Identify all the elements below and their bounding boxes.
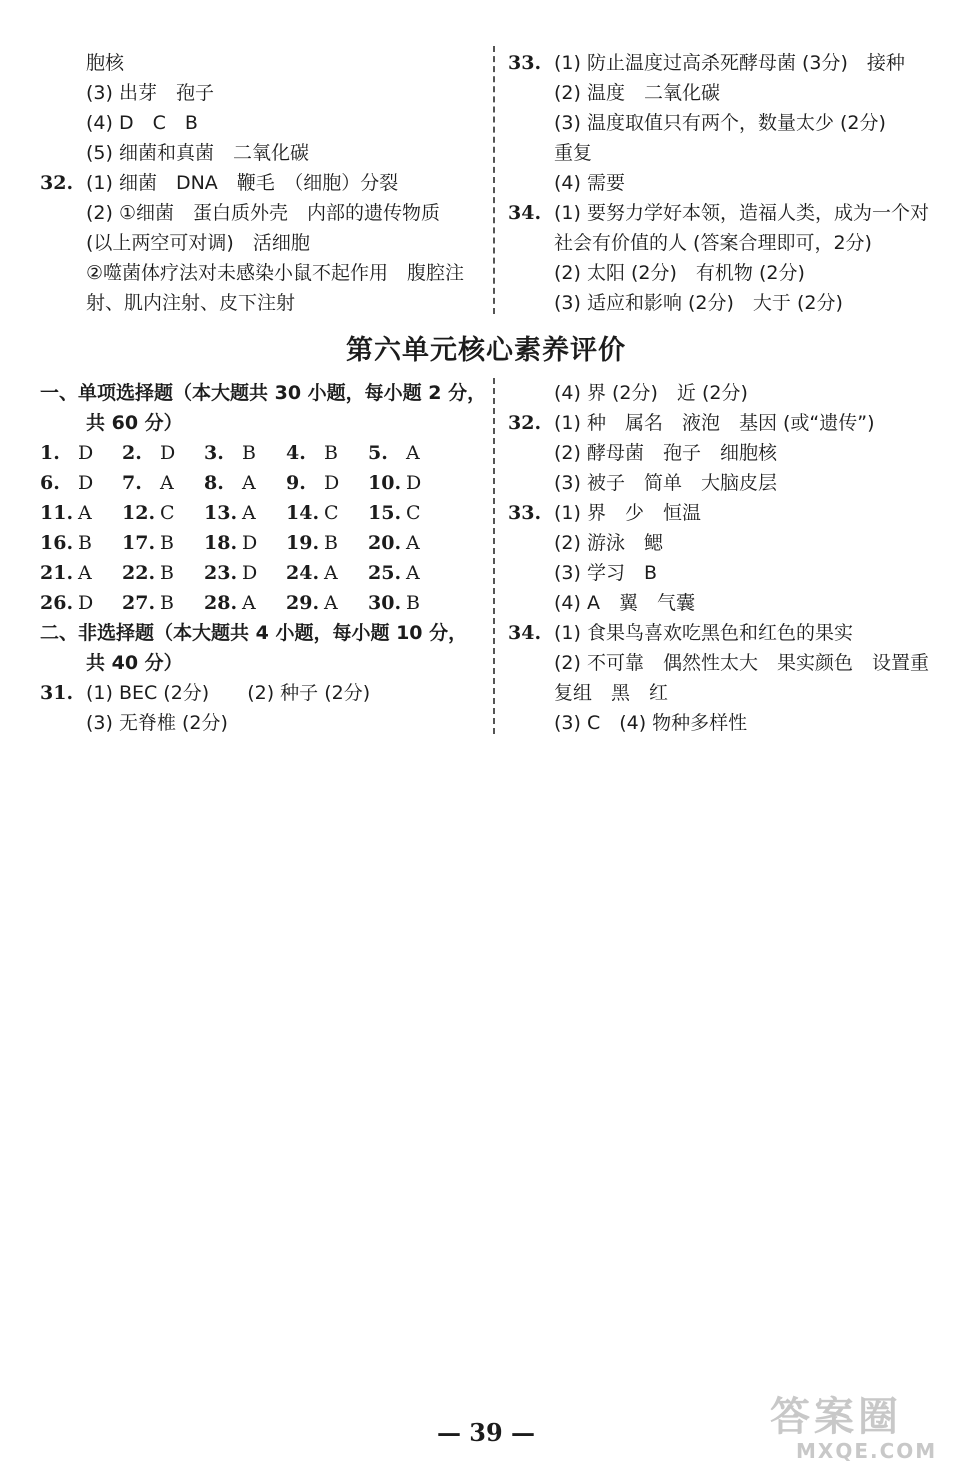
answer-line bbox=[508, 708, 948, 738]
answer-text: (3) 无脊椎 (2分) bbox=[86, 712, 228, 734]
bottom-right-column bbox=[508, 378, 948, 738]
answer-text: (1) 界 少 恒温 bbox=[554, 502, 701, 524]
answer-text: 复组 黑 红 bbox=[554, 682, 669, 704]
choice-answer: D bbox=[324, 472, 340, 494]
answer-line bbox=[508, 558, 948, 588]
question-number: 34. bbox=[508, 622, 542, 644]
question-number: 33. bbox=[508, 52, 542, 74]
answer-text: (4) 界 (2分) 近 (2分) bbox=[554, 382, 748, 404]
answer-cell bbox=[204, 588, 286, 618]
watermark-text: 答案圈 bbox=[770, 1394, 902, 1440]
question-number: 5. bbox=[368, 442, 388, 464]
answer-line bbox=[508, 408, 948, 438]
choice-answer: B bbox=[160, 592, 174, 614]
answer-text: (3) 适应和影响 (2分) 大于 (2分) bbox=[554, 292, 843, 314]
answer-line bbox=[508, 438, 948, 468]
choice-answer: A bbox=[324, 562, 338, 584]
part2-heading-cont: 共 40 分） bbox=[86, 652, 183, 674]
choice-answer: A bbox=[78, 502, 92, 524]
part1-heading-cont: 共 60 分） bbox=[86, 412, 183, 434]
question-number: 28. bbox=[204, 592, 238, 614]
answer-line bbox=[40, 288, 485, 318]
question-number: 1. bbox=[40, 442, 60, 464]
answer-line bbox=[508, 228, 948, 258]
top-right-column bbox=[508, 48, 948, 318]
question-number: 29. bbox=[286, 592, 320, 614]
question-number: 23. bbox=[204, 562, 238, 584]
question-number: 25. bbox=[368, 562, 402, 584]
answer-cell bbox=[286, 558, 368, 588]
question-number: 15. bbox=[368, 502, 402, 524]
answer-text: (1) 细菌 DNA 鞭毛 （细胞）分裂 bbox=[86, 172, 399, 194]
answer-cell bbox=[204, 468, 286, 498]
answer-line bbox=[40, 258, 485, 288]
answer-row bbox=[40, 558, 485, 588]
answer-text: (2) 不可靠 偶然性太大 果实颜色 设置重 bbox=[554, 652, 929, 674]
answer-cell bbox=[122, 468, 204, 498]
answer-line bbox=[508, 468, 948, 498]
watermark-url: MXQE.COM bbox=[796, 1439, 938, 1463]
answer-cell bbox=[286, 528, 368, 558]
answer-cell bbox=[40, 558, 122, 588]
question-number: 30. bbox=[368, 592, 402, 614]
question-number: 3. bbox=[204, 442, 224, 464]
answer-text: (1) 要努力学好本领，造福人类，成为一个对 bbox=[554, 202, 929, 224]
answer-cell bbox=[40, 468, 122, 498]
watermark-logo bbox=[770, 1395, 960, 1465]
answer-cell bbox=[204, 558, 286, 588]
answer-text: 社会有价值的人 (答案合理即可，2分) bbox=[554, 232, 872, 254]
question-number: 11. bbox=[40, 502, 74, 524]
answer-cell bbox=[286, 498, 368, 528]
answer-line bbox=[508, 378, 948, 408]
answer-text: 重复 bbox=[554, 142, 593, 164]
bottom-left-column bbox=[40, 378, 485, 738]
choice-answer: C bbox=[406, 502, 421, 524]
answer-line bbox=[40, 198, 485, 228]
answer-cell bbox=[286, 438, 368, 468]
top-left-column bbox=[40, 48, 485, 318]
choice-answer: C bbox=[324, 502, 339, 524]
choice-answer: A bbox=[160, 472, 174, 494]
choice-answer: D bbox=[406, 472, 422, 494]
answer-line bbox=[40, 48, 485, 78]
choice-answer: B bbox=[324, 532, 338, 554]
answer-text: (1) BEC (2分) (2) 种子 (2分) bbox=[86, 682, 371, 704]
answer-row bbox=[40, 438, 485, 468]
question-number: 19. bbox=[286, 532, 320, 554]
answer-cell bbox=[40, 438, 122, 468]
answer-cell bbox=[368, 468, 450, 498]
answer-row bbox=[40, 468, 485, 498]
answer-cell bbox=[122, 438, 204, 468]
choice-answer: B bbox=[160, 532, 174, 554]
section-title: 第六单元核心素养评价 bbox=[346, 335, 626, 366]
answer-cell bbox=[40, 528, 122, 558]
question-number: 22. bbox=[122, 562, 156, 584]
answer-cell bbox=[40, 588, 122, 618]
question-number: 4. bbox=[286, 442, 306, 464]
question-number: 32. bbox=[508, 412, 542, 434]
question-number: 13. bbox=[204, 502, 238, 524]
choice-answer: A bbox=[406, 562, 420, 584]
answer-text: (2) ①细菌 蛋白质外壳 内部的遗传物质 bbox=[86, 202, 440, 224]
question-number: 9. bbox=[286, 472, 306, 494]
question-number: 2. bbox=[122, 442, 142, 464]
question-number: 6. bbox=[40, 472, 60, 494]
answer-text: (3) C (4) 物种多样性 bbox=[554, 712, 748, 734]
column-divider-top bbox=[493, 46, 495, 314]
question-number: 21. bbox=[40, 562, 74, 584]
question-number: 31. bbox=[40, 682, 74, 704]
choice-answer: D bbox=[78, 442, 94, 464]
answer-line bbox=[508, 138, 948, 168]
answer-line bbox=[508, 258, 948, 288]
answer-cell bbox=[204, 498, 286, 528]
answer-row bbox=[40, 588, 485, 618]
question-number: 8. bbox=[204, 472, 224, 494]
part2-lines bbox=[40, 678, 485, 738]
answer-text: (3) 温度取值只有两个，数量太少 (2分) bbox=[554, 112, 886, 134]
answer-line bbox=[508, 648, 948, 678]
answer-text: 胞核 bbox=[86, 52, 125, 74]
answer-text: (3) 被子 简单 大脑皮层 bbox=[554, 472, 777, 494]
question-number: 32. bbox=[40, 172, 74, 194]
column-divider-bottom bbox=[493, 378, 495, 734]
answer-line bbox=[40, 708, 485, 738]
page-number: — 39 — bbox=[436, 1418, 536, 1447]
choice-answer: A bbox=[242, 592, 256, 614]
answer-line bbox=[508, 528, 948, 558]
choice-answer: A bbox=[78, 562, 92, 584]
answer-text: (1) 食果鸟喜欢吃黑色和红色的果实 bbox=[554, 622, 853, 644]
answer-text: 射、肌内注射、皮下注射 bbox=[86, 292, 296, 314]
answer-cell bbox=[122, 588, 204, 618]
question-number: 7. bbox=[122, 472, 142, 494]
choice-answer: D bbox=[78, 472, 94, 494]
answer-cell bbox=[368, 588, 450, 618]
part1-heading: 一、单项选择题（本大题共 30 小题，每小题 2 分， bbox=[40, 382, 487, 404]
part2-heading: 二、非选择题（本大题共 4 小题，每小题 10 分， bbox=[40, 622, 468, 644]
answer-line bbox=[40, 108, 485, 138]
answer-text: (2) 温度 二氧化碳 bbox=[554, 82, 720, 104]
choice-answer: B bbox=[78, 532, 92, 554]
answer-line bbox=[40, 138, 485, 168]
choice-answer: D bbox=[242, 532, 258, 554]
choice-answer: D bbox=[78, 592, 94, 614]
answer-text: (5) 细菌和真菌 二氧化碳 bbox=[86, 142, 309, 164]
answer-cell bbox=[122, 558, 204, 588]
answer-cell bbox=[122, 528, 204, 558]
choice-answer: B bbox=[160, 562, 174, 584]
choice-answer: A bbox=[242, 472, 256, 494]
choice-answer: A bbox=[406, 442, 420, 464]
answer-cell bbox=[368, 498, 450, 528]
answer-line bbox=[508, 198, 948, 228]
question-number: 33. bbox=[508, 502, 542, 524]
answer-line bbox=[508, 498, 948, 528]
choice-answer: A bbox=[242, 502, 256, 524]
choice-answer: D bbox=[160, 442, 176, 464]
answer-line bbox=[40, 78, 485, 108]
answer-line bbox=[508, 78, 948, 108]
question-number: 20. bbox=[368, 532, 402, 554]
question-number: 27. bbox=[122, 592, 156, 614]
answer-text: (4) 需要 bbox=[554, 172, 625, 194]
question-number: 10. bbox=[368, 472, 402, 494]
answer-text: (1) 防止温度过高杀死酵母菌 (3分) 接种 bbox=[554, 52, 905, 74]
choice-answer: A bbox=[324, 592, 338, 614]
answer-text: (3) 出芽 孢子 bbox=[86, 82, 214, 104]
choice-answer: B bbox=[242, 442, 256, 464]
answer-line bbox=[508, 168, 948, 198]
question-number: 26. bbox=[40, 592, 74, 614]
answer-line bbox=[40, 228, 485, 258]
answer-cell bbox=[204, 438, 286, 468]
answer-cell bbox=[122, 498, 204, 528]
answer-line bbox=[40, 168, 485, 198]
question-number: 14. bbox=[286, 502, 320, 524]
question-number: 34. bbox=[508, 202, 542, 224]
choice-answer: C bbox=[160, 502, 175, 524]
answer-text: (4) A 翼 气囊 bbox=[554, 592, 695, 614]
question-number: 18. bbox=[204, 532, 238, 554]
question-number: 12. bbox=[122, 502, 156, 524]
answer-line bbox=[508, 618, 948, 648]
answer-cell bbox=[368, 438, 450, 468]
question-number: 17. bbox=[122, 532, 156, 554]
answer-line bbox=[508, 48, 948, 78]
answer-row bbox=[40, 528, 485, 558]
answer-cell bbox=[286, 588, 368, 618]
answer-cell bbox=[368, 558, 450, 588]
answer-text: (2) 太阳 (2分) 有机物 (2分) bbox=[554, 262, 805, 284]
answer-text: (2) 酵母菌 孢子 细胞核 bbox=[554, 442, 777, 464]
answer-text: (1) 种 属名 液泡 基因 (或“遗传”) bbox=[554, 412, 875, 434]
answer-line bbox=[508, 288, 948, 318]
choice-answer: A bbox=[406, 532, 420, 554]
answer-text: (4) D C B bbox=[86, 112, 198, 134]
answer-line bbox=[508, 678, 948, 708]
answer-text: (2) 游泳 鳃 bbox=[554, 532, 663, 554]
answer-grid bbox=[40, 438, 485, 618]
answer-line bbox=[40, 678, 485, 708]
answer-line bbox=[508, 588, 948, 618]
answer-text: (以上两空可对调) 活细胞 bbox=[86, 232, 310, 254]
answer-cell bbox=[368, 528, 450, 558]
answer-line bbox=[508, 108, 948, 138]
answer-text: (3) 学习 B bbox=[554, 562, 657, 584]
answer-cell bbox=[286, 468, 368, 498]
question-number: 24. bbox=[286, 562, 320, 584]
answer-cell bbox=[204, 528, 286, 558]
choice-answer: B bbox=[406, 592, 420, 614]
answer-cell bbox=[40, 498, 122, 528]
choice-answer: D bbox=[242, 562, 258, 584]
choice-answer: B bbox=[324, 442, 338, 464]
answer-text: ②噬菌体疗法对未感染小鼠不起作用 腹腔注 bbox=[86, 262, 465, 284]
question-number: 16. bbox=[40, 532, 74, 554]
answer-row bbox=[40, 498, 485, 528]
